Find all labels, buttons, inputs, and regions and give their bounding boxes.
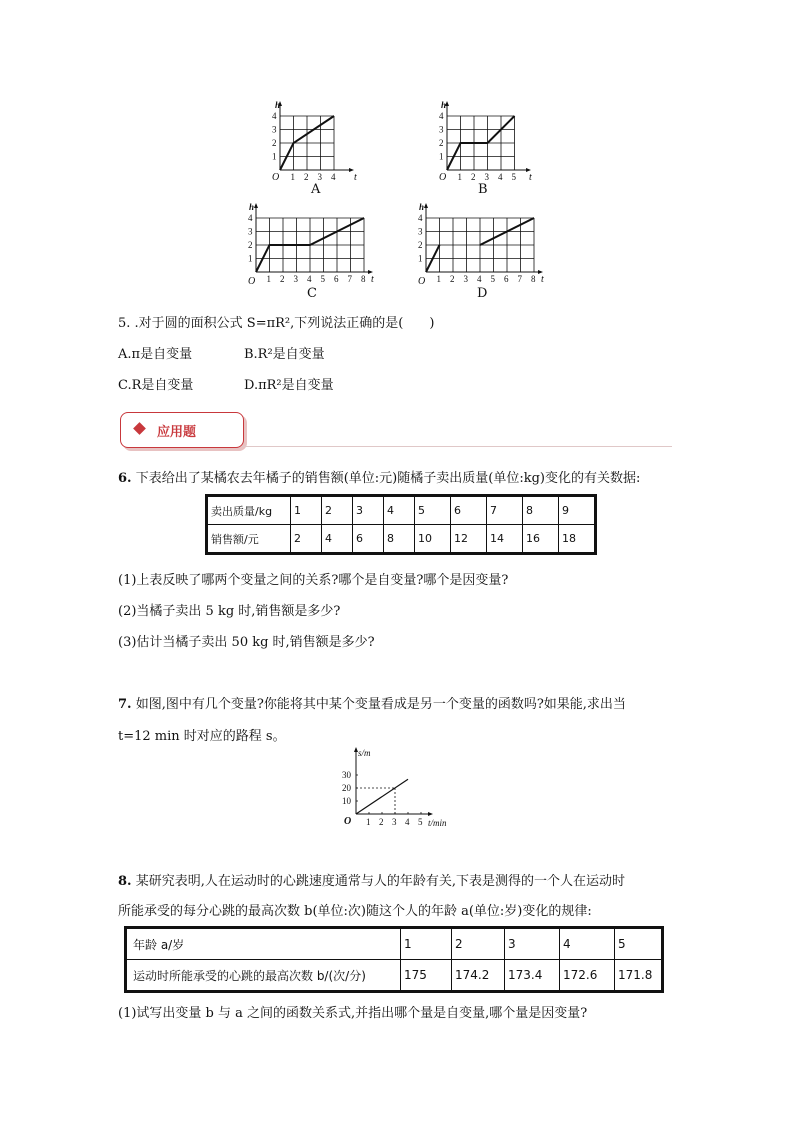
section-title: 应用题 xyxy=(157,425,197,440)
cell: 1 xyxy=(291,496,322,525)
q6-part-2: (2)当橘子卖出 5 kg 时,销售额是多少? xyxy=(118,604,341,619)
section-banner xyxy=(120,412,244,448)
x-tick-label: 7 xyxy=(347,274,352,284)
y-tick-label: 1 xyxy=(272,151,277,162)
x-tick-label: 3 xyxy=(293,274,298,284)
x-tick-label: 3 xyxy=(463,274,468,284)
cell: 4 xyxy=(560,928,615,960)
x-tick-label: 4 xyxy=(498,172,503,180)
y-tick-label: 4 xyxy=(439,111,444,121)
origin-label: O xyxy=(248,276,256,286)
x-axis-arrow xyxy=(428,812,433,816)
x-tick-label: 4 xyxy=(405,817,410,827)
x-tick-label: 1 xyxy=(366,817,371,827)
origin-label: O xyxy=(418,276,426,286)
q8-table xyxy=(124,926,664,993)
row-label: 销售额/元 xyxy=(207,525,291,554)
cell: 9 xyxy=(559,496,596,525)
y-tick-label: 30 xyxy=(342,770,351,780)
x-tick-label: 4 xyxy=(331,172,336,180)
q7-graph xyxy=(338,744,458,832)
table-row xyxy=(207,496,596,525)
y-tick-label: 3 xyxy=(272,124,277,135)
x-tick-label: 8 xyxy=(531,274,536,284)
y-tick-label: 10 xyxy=(342,796,351,806)
cell: 4 xyxy=(322,525,353,554)
x-axis-label: t/min xyxy=(428,818,447,828)
cell: 8 xyxy=(384,525,415,554)
y-tick-label: 4 xyxy=(248,213,253,223)
q7-graph-line xyxy=(356,779,408,814)
x-tick-label: 5 xyxy=(418,817,423,827)
y-tick-label: 1 xyxy=(439,151,444,162)
x-tick-label: 3 xyxy=(317,172,322,180)
graph-a-grid xyxy=(280,116,334,170)
y-axis-label: h xyxy=(419,202,425,212)
x-tick-label: 8 xyxy=(361,274,366,284)
cell: 3 xyxy=(505,928,560,960)
row-label: 运动时所能承受的心跳的最高次数 b/(次/分) xyxy=(126,960,401,992)
y-tick-label: 2 xyxy=(439,138,444,148)
cell: 174.2 xyxy=(452,960,505,992)
q7-text: 如图,图中有几个变量?你能将其中某个变量看成是另一个变量的函数吗?如果能,求出当 xyxy=(135,697,626,712)
y-tick-label: 3 xyxy=(439,124,444,135)
x-tick-label: 4 xyxy=(477,274,482,284)
x-tick-label: 2 xyxy=(379,817,384,827)
x-axis-label: t xyxy=(354,172,357,180)
diamond-icon xyxy=(133,422,146,435)
x-tick-label: 5 xyxy=(320,274,325,284)
x-tick-label: 1 xyxy=(436,274,441,284)
x-tick-label: 6 xyxy=(504,274,509,284)
graph-c-label: C xyxy=(307,286,317,301)
y-tick-label: 4 xyxy=(418,213,423,223)
y-tick-label: 2 xyxy=(248,240,253,250)
x-tick-label: 1 xyxy=(266,274,271,284)
x-tick-label: 5 xyxy=(511,172,516,180)
q5-stem: 5. .对于圆的面积公式 S=πR²,下列说法正确的是( ) xyxy=(118,316,435,331)
cell: 16 xyxy=(523,525,559,554)
y-tick-label: 20 xyxy=(342,783,351,793)
q6-number: 6. xyxy=(118,471,132,486)
x-tick-label: 3 xyxy=(392,817,397,827)
table-row xyxy=(126,960,663,992)
y-axis-arrow xyxy=(254,203,258,208)
y-axis-label: h xyxy=(249,202,255,212)
q8-line-2: 所能承受的每分心跳的最高次数 b(单位:次)随这个人的年龄 a(单位:岁)变化的规律: xyxy=(118,904,592,919)
graph-c xyxy=(246,200,378,286)
x-tick-label: 2 xyxy=(450,274,455,284)
q5-option-a: A.π是自变量 xyxy=(118,347,193,362)
cell: 171.8 xyxy=(615,960,663,992)
x-tick-label: 1 xyxy=(457,172,462,180)
cell: 1 xyxy=(401,928,452,960)
cell: 8 xyxy=(523,496,559,525)
cell: 2 xyxy=(452,928,505,960)
row-label: 卖出质量/kg xyxy=(207,496,291,525)
x-tick-label: 1 xyxy=(290,172,295,180)
x-tick-label: 3 xyxy=(484,172,489,180)
table-row xyxy=(207,525,596,554)
y-axis-label: h xyxy=(441,100,447,110)
q5-option-b: B.R²是自变量 xyxy=(244,347,325,362)
q5-option-d: D.πR²是自变量 xyxy=(244,378,334,393)
graph-d-label: D xyxy=(477,286,488,301)
y-tick-label: 3 xyxy=(418,226,423,237)
origin-label: O xyxy=(272,172,280,180)
q6-table xyxy=(205,494,597,555)
x-tick-label: 5 xyxy=(490,274,495,284)
origin-label: O xyxy=(439,172,447,180)
q6-text: 下表给出了某橘农去年橘子的销售额(单位:元)随橘子卖出质量(单位:kg)变化的有关数据: xyxy=(135,471,641,486)
q7-line-2: t=12 min 时对应的路程 s。 xyxy=(118,729,286,744)
q5-option-c: C.R是自变量 xyxy=(118,378,194,393)
graph-b xyxy=(437,98,537,180)
y-tick-label: 4 xyxy=(272,111,277,121)
q7-number: 7. xyxy=(118,697,132,712)
cell: 7 xyxy=(487,496,523,525)
y-axis-label: s/m xyxy=(358,748,371,758)
cell: 12 xyxy=(451,525,487,554)
cell: 5 xyxy=(615,928,663,960)
cell: 18 xyxy=(559,525,596,554)
table-row xyxy=(126,928,663,960)
x-tick-label: 6 xyxy=(334,274,339,284)
cell: 173.4 xyxy=(505,960,560,992)
x-axis-label: t xyxy=(529,172,532,180)
q8-number: 8. xyxy=(118,874,132,889)
graph-d xyxy=(416,200,548,286)
x-tick-label: 2 xyxy=(471,172,476,180)
q6-part-3: (3)估计当橘子卖出 50 kg 时,销售额是多少? xyxy=(118,635,375,650)
cell: 2 xyxy=(322,496,353,525)
cell: 3 xyxy=(353,496,384,525)
y-tick-label: 2 xyxy=(272,138,277,148)
cell: 172.6 xyxy=(560,960,615,992)
q7-line-1 xyxy=(118,693,626,712)
x-tick-label: 2 xyxy=(280,274,285,284)
cell: 175 xyxy=(401,960,452,992)
q6-part-1: (1)上表反映了哪两个变量之间的关系?哪个是自变量?哪个是因变量? xyxy=(118,573,509,588)
cell: 4 xyxy=(384,496,415,525)
graph-a-label: A xyxy=(311,182,321,197)
graph-a xyxy=(268,98,360,180)
y-axis-label: h xyxy=(275,100,281,110)
origin-label: O xyxy=(344,816,352,827)
q6-stem xyxy=(118,467,640,486)
cell: 6 xyxy=(353,525,384,554)
graph-b-label: B xyxy=(478,182,488,197)
y-tick-label: 2 xyxy=(418,240,423,250)
row-label: 年龄 a/岁 xyxy=(126,928,401,960)
x-tick-label: 7 xyxy=(517,274,522,284)
y-axis-arrow xyxy=(424,203,428,208)
cell: 10 xyxy=(415,525,451,554)
x-axis-label: t xyxy=(541,274,544,285)
q8-text: 某研究表明,人在运动时的心跳速度通常与人的年龄有关,下表是测得的一个人在运动时 xyxy=(135,874,625,889)
q8-line-1 xyxy=(118,870,625,889)
banner-divider xyxy=(242,446,672,447)
cell: 14 xyxy=(487,525,523,554)
x-tick-label: 4 xyxy=(307,274,312,284)
x-axis-label: t xyxy=(371,274,374,285)
cell: 5 xyxy=(415,496,451,525)
y-tick-label: 1 xyxy=(248,253,253,264)
y-tick-label: 1 xyxy=(418,253,423,264)
q8-part-1: (1)试写出变量 b 与 a 之间的函数关系式,并指出哪个量是自变量,哪个量是因变量? xyxy=(118,1006,588,1021)
x-tick-label: 2 xyxy=(304,172,309,180)
cell: 2 xyxy=(291,525,322,554)
y-tick-label: 3 xyxy=(248,226,253,237)
cell: 6 xyxy=(451,496,487,525)
